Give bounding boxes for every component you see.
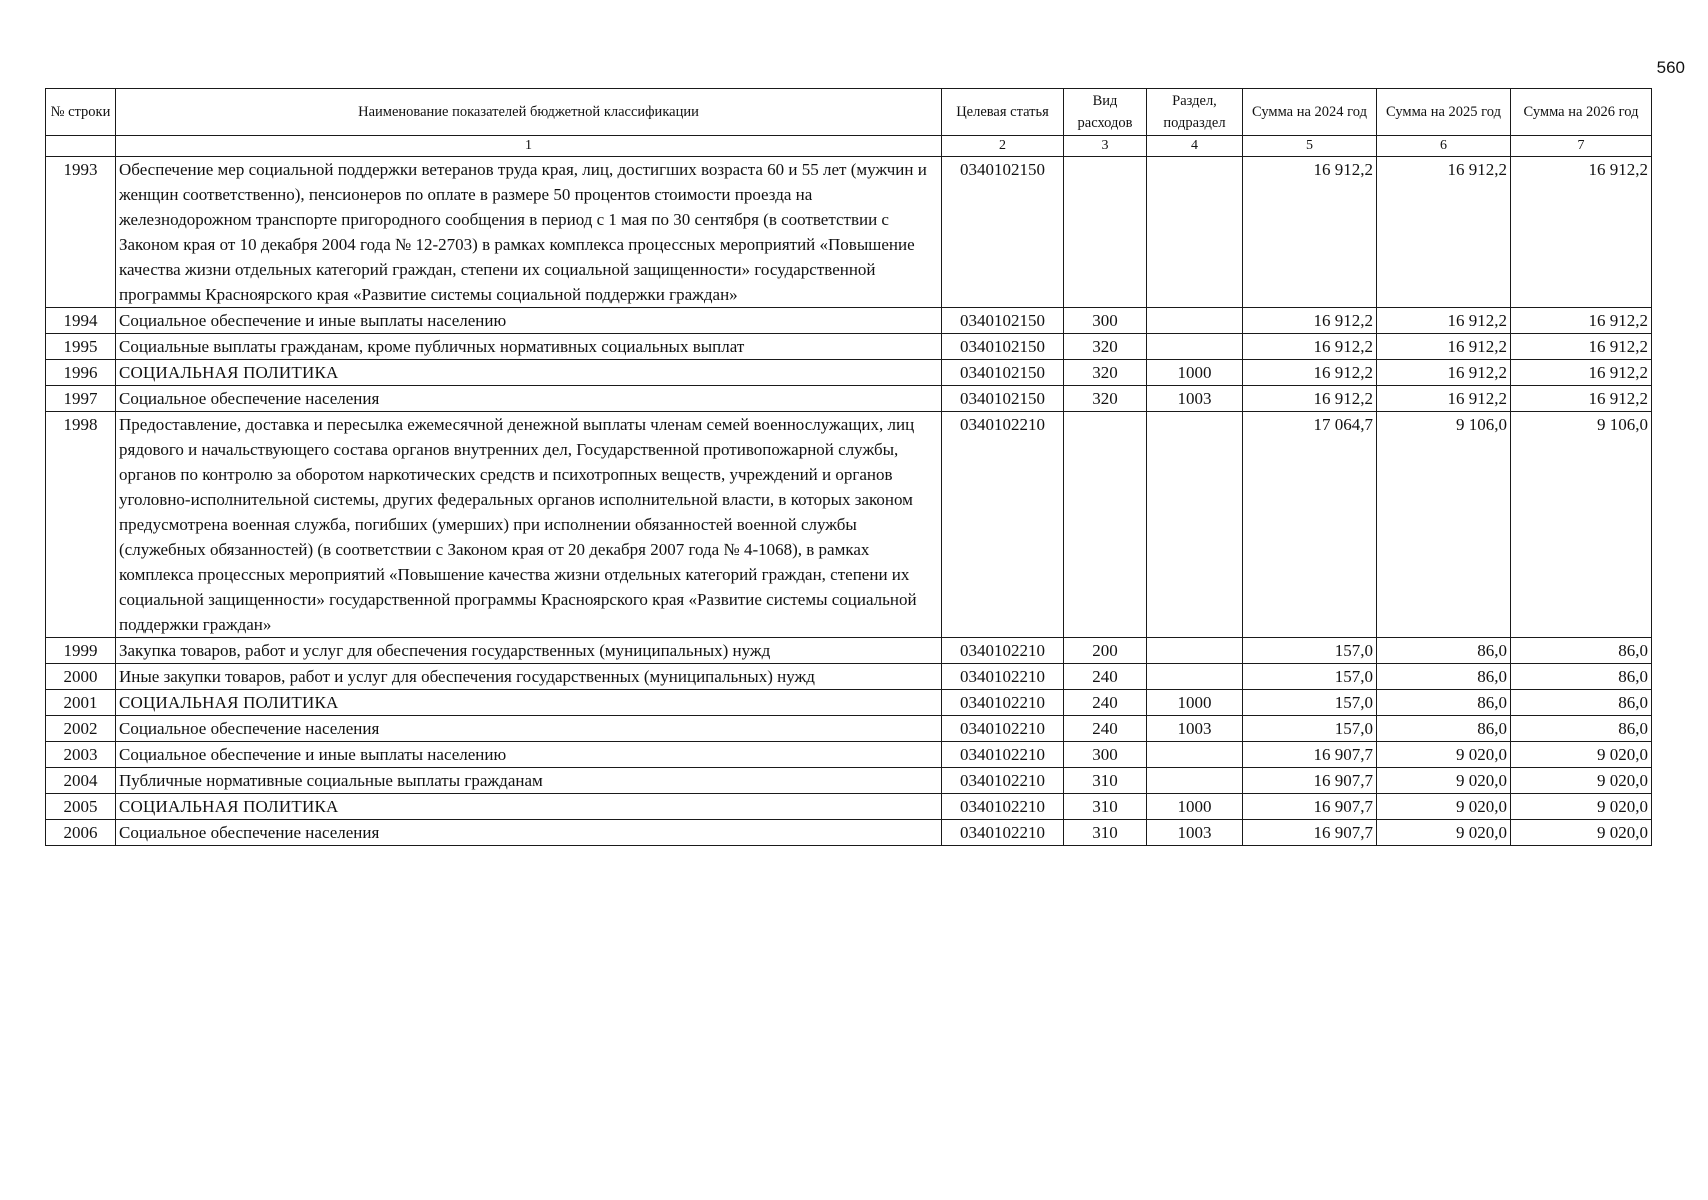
sum-2026: 86,0 (1511, 638, 1652, 664)
table-row (46, 664, 1652, 690)
row-number: 2006 (46, 820, 116, 846)
expense-kind (1064, 157, 1147, 308)
sum-2025: 16 912,2 (1377, 334, 1511, 360)
sum-2026: 9 020,0 (1511, 742, 1652, 768)
table-row (46, 690, 1652, 716)
target-article: 0340102150 (942, 157, 1064, 308)
sum-2026: 16 912,2 (1511, 308, 1652, 334)
indicator-name: Предоставление, доставка и пересылка ежемесячной денежной выплаты членам семей военнослужащих, лиц рядового и начальствующего состава органов внутренних дел, Государственной противопожарной службы, органов по контролю за оборотом наркотических средств и психотропных веществ, учреждений и органов уголовно-исполнительной системы, других федеральных органов исполнительной власти, в которых законом предусмотрена военная служба, погибших (умерших) при исполнении обязанностей военной службы (служебных обязанностей) (в соответствии с Законом края от 20 декабря 2007 года № 4-1068), в рамках комплекса процессных мероприятий «Повышение качества жизни отдельных категорий граждан, степени их социальной защищенности» государственной программы Красноярского края «Развитие системы социальной поддержки граждан» (116, 412, 942, 638)
sum-2024: 157,0 (1243, 690, 1377, 716)
column-number: 1 (116, 136, 942, 157)
header-row-no: № строки (46, 89, 116, 136)
sum-2024: 16 912,2 (1243, 334, 1377, 360)
sum-2025: 9 020,0 (1377, 768, 1511, 794)
row-number: 2002 (46, 716, 116, 742)
sum-2025: 16 912,2 (1377, 360, 1511, 386)
target-article: 0340102210 (942, 690, 1064, 716)
target-article: 0340102210 (942, 768, 1064, 794)
column-number-row (46, 136, 1652, 157)
table-row (46, 716, 1652, 742)
sum-2026: 86,0 (1511, 716, 1652, 742)
section-subsection (1147, 768, 1243, 794)
column-number: 2 (942, 136, 1064, 157)
sum-2026: 9 020,0 (1511, 794, 1652, 820)
sum-2026: 16 912,2 (1511, 157, 1652, 308)
indicator-name: Социальное обеспечение и иные выплаты населению (116, 308, 942, 334)
section-subsection: 1003 (1147, 716, 1243, 742)
column-number: 4 (1147, 136, 1243, 157)
header-sum-2025: Сумма на 2025 год (1377, 89, 1511, 136)
expense-kind: 240 (1064, 690, 1147, 716)
indicator-name: СОЦИАЛЬНАЯ ПОЛИТИКА (116, 690, 942, 716)
header-target: Целевая статья (942, 89, 1064, 136)
sum-2026: 16 912,2 (1511, 360, 1652, 386)
sum-2024: 16 912,2 (1243, 308, 1377, 334)
row-number: 1996 (46, 360, 116, 386)
sum-2025: 86,0 (1377, 638, 1511, 664)
sum-2026: 9 020,0 (1511, 768, 1652, 794)
sum-2024: 16 907,7 (1243, 820, 1377, 846)
header-row (46, 89, 1652, 136)
sum-2026: 9 106,0 (1511, 412, 1652, 638)
row-number: 1999 (46, 638, 116, 664)
section-subsection: 1003 (1147, 386, 1243, 412)
sum-2024: 157,0 (1243, 716, 1377, 742)
expense-kind: 310 (1064, 794, 1147, 820)
header-sum-2026: Сумма на 2026 год (1511, 89, 1652, 136)
row-number: 2005 (46, 794, 116, 820)
sum-2024: 17 064,7 (1243, 412, 1377, 638)
table-row (46, 638, 1652, 664)
column-number: 5 (1243, 136, 1377, 157)
section-subsection (1147, 157, 1243, 308)
sum-2024: 157,0 (1243, 638, 1377, 664)
expense-kind: 200 (1064, 638, 1147, 664)
section-subsection: 1003 (1147, 820, 1243, 846)
sum-2024: 16 912,2 (1243, 360, 1377, 386)
row-number: 2001 (46, 690, 116, 716)
expense-kind: 240 (1064, 716, 1147, 742)
expense-kind: 300 (1064, 308, 1147, 334)
sum-2025: 16 912,2 (1377, 308, 1511, 334)
target-article: 0340102150 (942, 360, 1064, 386)
section-subsection (1147, 664, 1243, 690)
expense-kind: 240 (1064, 664, 1147, 690)
expense-kind: 320 (1064, 334, 1147, 360)
sum-2024: 16 912,2 (1243, 157, 1377, 308)
column-number (46, 136, 116, 157)
sum-2026: 86,0 (1511, 664, 1652, 690)
column-number: 6 (1377, 136, 1511, 157)
target-article: 0340102210 (942, 742, 1064, 768)
indicator-name: Социальные выплаты гражданам, кроме публичных нормативных социальных выплат (116, 334, 942, 360)
sum-2025: 86,0 (1377, 664, 1511, 690)
row-number: 2000 (46, 664, 116, 690)
sum-2024: 157,0 (1243, 664, 1377, 690)
row-number: 2004 (46, 768, 116, 794)
header-sum-2024: Сумма на 2024 год (1243, 89, 1377, 136)
sum-2026: 86,0 (1511, 690, 1652, 716)
target-article: 0340102210 (942, 820, 1064, 846)
section-subsection (1147, 412, 1243, 638)
target-article: 0340102210 (942, 638, 1064, 664)
indicator-name: Социальное обеспечение населения (116, 386, 942, 412)
indicator-name: Социальное обеспечение населения (116, 716, 942, 742)
expense-kind (1064, 412, 1147, 638)
sum-2026: 9 020,0 (1511, 820, 1652, 846)
row-number: 1994 (46, 308, 116, 334)
indicator-name: Обеспечение мер социальной поддержки ветеранов труда края, лиц, достигших возраста 60 и 55 лет (мужчин и женщин соответственно), пенсионеров по оплате в размере 50 процентов стоимости проезда на железнодорожном транспорте пригородного сообщения в период с 1 мая по 30 сентября (в соответствии с Законом края от 10 декабря 2004 года № 12-2703) в рамках комплекса процессных мероприятий «Повышение качества жизни отдельных категорий граждан, степени их социальной защищенности» государственной программы Красноярского края «Развитие системы социальной поддержки граждан» (116, 157, 942, 308)
header-name: Наименование показателей бюджетной классификации (116, 89, 942, 136)
sum-2026: 16 912,2 (1511, 334, 1652, 360)
row-number: 1997 (46, 386, 116, 412)
sum-2025: 9 020,0 (1377, 742, 1511, 768)
indicator-name: СОЦИАЛЬНАЯ ПОЛИТИКА (116, 794, 942, 820)
section-subsection: 1000 (1147, 360, 1243, 386)
target-article: 0340102150 (942, 308, 1064, 334)
indicator-name: Иные закупки товаров, работ и услуг для обеспечения государственных (муниципальных) нужд (116, 664, 942, 690)
sum-2026: 16 912,2 (1511, 386, 1652, 412)
row-number: 1998 (46, 412, 116, 638)
row-number: 1993 (46, 157, 116, 308)
header-kind: Вид расходов (1064, 89, 1147, 136)
sum-2025: 9 020,0 (1377, 820, 1511, 846)
column-number: 7 (1511, 136, 1652, 157)
sum-2025: 9 106,0 (1377, 412, 1511, 638)
sum-2024: 16 912,2 (1243, 386, 1377, 412)
sum-2025: 16 912,2 (1377, 386, 1511, 412)
sum-2025: 86,0 (1377, 716, 1511, 742)
table-row (46, 768, 1652, 794)
expense-kind: 300 (1064, 742, 1147, 768)
target-article: 0340102210 (942, 794, 1064, 820)
section-subsection: 1000 (1147, 690, 1243, 716)
table-row (46, 386, 1652, 412)
target-article: 0340102210 (942, 664, 1064, 690)
section-subsection (1147, 308, 1243, 334)
indicator-name: Социальное обеспечение населения (116, 820, 942, 846)
indicator-name: Социальное обеспечение и иные выплаты населению (116, 742, 942, 768)
table-row (46, 308, 1652, 334)
page-number: 560 (1656, 58, 1685, 77)
target-article: 0340102150 (942, 334, 1064, 360)
sum-2025: 16 912,2 (1377, 157, 1511, 308)
target-article: 0340102150 (942, 386, 1064, 412)
expense-kind: 320 (1064, 360, 1147, 386)
sum-2024: 16 907,7 (1243, 794, 1377, 820)
sum-2024: 16 907,7 (1243, 742, 1377, 768)
sum-2024: 16 907,7 (1243, 768, 1377, 794)
table-row (46, 360, 1652, 386)
table-row (46, 794, 1652, 820)
target-article: 0340102210 (942, 716, 1064, 742)
table-row (46, 157, 1652, 308)
indicator-name: Публичные нормативные социальные выплаты гражданам (116, 768, 942, 794)
table-body (46, 157, 1652, 846)
table-row (46, 742, 1652, 768)
target-article: 0340102210 (942, 412, 1064, 638)
section-subsection (1147, 334, 1243, 360)
section-subsection (1147, 638, 1243, 664)
column-number: 3 (1064, 136, 1147, 157)
budget-table (45, 88, 1652, 846)
table-row (46, 334, 1652, 360)
row-number: 1995 (46, 334, 116, 360)
table-row (46, 820, 1652, 846)
indicator-name: Закупка товаров, работ и услуг для обеспечения государственных (муниципальных) нужд (116, 638, 942, 664)
section-subsection (1147, 742, 1243, 768)
section-subsection: 1000 (1147, 794, 1243, 820)
row-number: 2003 (46, 742, 116, 768)
table-row (46, 412, 1652, 638)
expense-kind: 310 (1064, 820, 1147, 846)
sum-2025: 9 020,0 (1377, 794, 1511, 820)
expense-kind: 320 (1064, 386, 1147, 412)
header-section: Раздел, подраздел (1147, 89, 1243, 136)
sum-2025: 86,0 (1377, 690, 1511, 716)
expense-kind: 310 (1064, 768, 1147, 794)
indicator-name: СОЦИАЛЬНАЯ ПОЛИТИКА (116, 360, 942, 386)
